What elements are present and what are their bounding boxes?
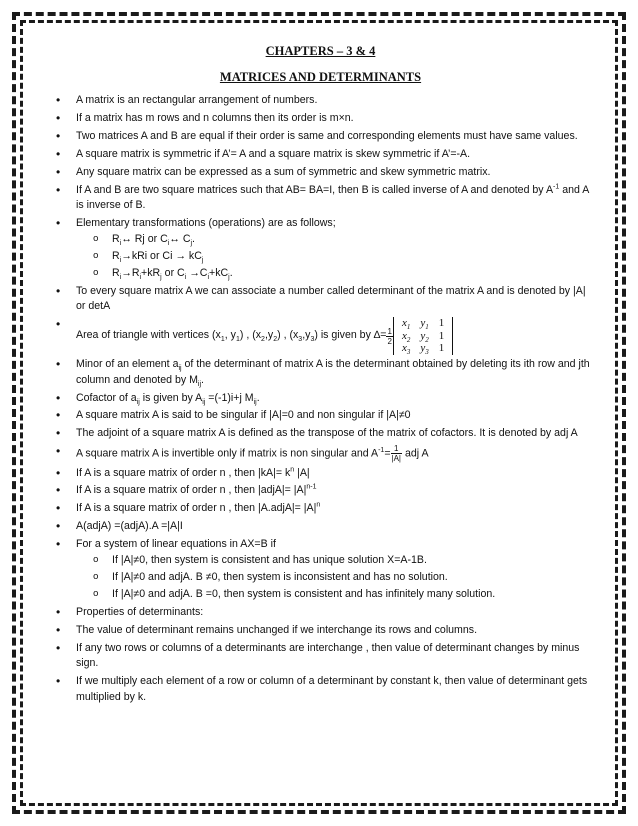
list-item: • The adjoint of a square matrix A is defined as the transpose of the matrix of cofactors. It is denoted by adj A (48, 426, 593, 442)
inverse-fraction: $\frac{1}{|A|}$ (391, 444, 401, 464)
list-item: • Cofactor of $a_{ij}$ is given by $A_{ij} =(-1)i+j$ $M_{ij}$. (48, 391, 593, 407)
sub-list-item: o If |A|≠0 and adjA. B ≠0, then system is inconsistent and has no solution. (93, 570, 448, 583)
list-item: • The value of determinant remains unchanged if we interchange its rows and columns. (48, 623, 593, 639)
chapter-title: CHAPTERS – 3 & 4 (265, 44, 376, 58)
list-item: • If a matrix has m rows and n columns then its order is m×n. (48, 111, 593, 127)
list-item: • If A is a square matrix of order n , then |A.adjA|= $|A|^n$ (48, 501, 593, 517)
list-item: • A(adjA) =(adjA).A =|A|I (48, 519, 593, 535)
list-item: • Any square matrix can be expressed as a sum of symmetric and skew symmetric matrix. (48, 165, 593, 181)
list-item: • Elementary transformations (operations) are as follows; o $R_i\leftrightarrow$ Rj or $C_i\leftrightarrow$ $C_j$. o $R_i\to kRi$ or $Ci \to kC_j$ o $R_i\to R_i+kR_j$ or $C_i \to C_i+kC_j$. (48, 216, 593, 281)
list-item: • To every square matrix A we can associate a number called determinant of the matrix A and is denoted by |A| or detA (48, 284, 593, 315)
half-fraction: $\frac{1}{2}$ (387, 326, 392, 346)
elementary-transformations-list (76, 232, 593, 282)
topic-title: MATRICES AND DETERMINANTS (219, 69, 422, 84)
list-item: • A matrix is an rectangular arrangement of numbers. (48, 93, 593, 109)
list-item: • Properties of determinants: (48, 605, 593, 621)
list-item: • Two matrices A and B are equal if their order is same and corresponding elements must have same values. (48, 129, 593, 145)
triangle-area-formula: • Area of triangle with vertices ($x_1$, $y_1$) , $(x_2,y_2)$ , $(x_3,y_3)$ is given by ∆= $\frac{1}{2}$ $x_1$ $y_1$ 1 $x_2$ $y_2$ 1 $x_3$ $y_3$ 1 (76, 317, 593, 355)
list-item: • A square matrix is symmetric if A’= A and a square matrix is skew symmetric if A’=-A. (48, 147, 593, 163)
sub-list-item: o $R_i\to kRi$ or $Ci \to kC_j$ (93, 249, 204, 264)
notes-list (48, 93, 593, 705)
list-item: • If we multiply each element of a row or column of a determinant by constant k, then value of determinant gets multiplied by k. (48, 674, 593, 705)
sub-list-item: o If |A|≠0 and adjA. B =0, then system is consistent and has infinitely many solution. (93, 587, 496, 600)
list-item: • If A is a square matrix of order n , then |adjA|= $|A|^{n-1}$ (48, 483, 593, 499)
document-body (48, 44, 593, 708)
list-item: • A square matrix A is invertible only if matrix is non singular and $A^{-1}=$ $\frac{1}{|A|}$ adj A (48, 444, 593, 463)
list-item (48, 317, 593, 355)
linear-equations-list (76, 553, 593, 603)
list-item: • If A is a square matrix of order n , then $|kA|= k^n$ |A| (48, 466, 593, 482)
sub-list-item: o $R_i\leftrightarrow$ Rj or $C_i\leftrightarrow$ $C_j$. (93, 232, 195, 247)
list-item: • If A and B are two square matrices such that AB= BA=I, then B is called inverse of A and denoted by $A^{-1}$ and A is inverse of B. (48, 183, 593, 214)
sub-list-item: o $R_i\to R_i+kR_j$ or $C_i \to C_i+kC_j$. (93, 266, 233, 282)
list-item: • Minor of an element $a_{ij}$ of the determinant of matrix A is the determinant obtained by deleting its ith row and jth column and denoted by $M_{ij}$. (48, 357, 593, 388)
list-item: • If any two rows or columns of a determinants are interchange , then value of determinant changes by minus sign. (48, 641, 593, 672)
sub-list-item: o If |A|≠0, then system is consistent and has unique solution X=A-1B. (93, 553, 427, 566)
list-item: • For a system of linear equations in AX=B if o If |A|≠0, then system is consistent and has unique solution X=A-1B. o If |A|≠0 and adjA. B ≠0, then system is inconsistent and has no solution. o If |A|≠0 and adjA. B =0, then system is consistent and has infinitely many solution. (48, 537, 593, 602)
determinant-matrix: $x_1$ $y_1$ 1 $x_2$ $y_2$ 1 $x_3$ $y_3$ 1 (393, 317, 453, 355)
list-item: • A square matrix A is said to be singular if |A|=0 and non singular if |A|≠0 (48, 408, 593, 424)
